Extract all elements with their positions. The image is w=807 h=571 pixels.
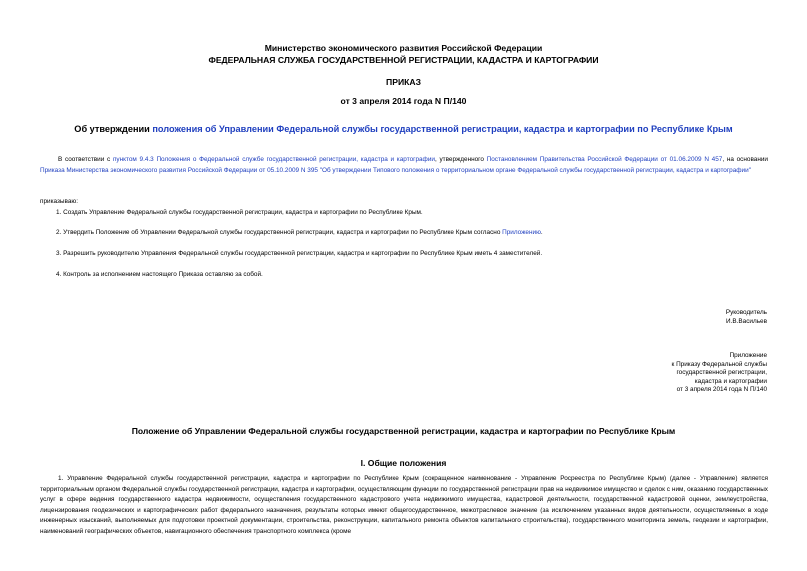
order-item-2 — [56, 229, 543, 237]
appendix-line-1: Приложение — [729, 352, 767, 359]
order-item-3: 3. Разрешить руководителю Управления Федеральной службы государственной регистрации, кадастра и картографии по Республике Крым иметь 4 заместителей. — [56, 250, 543, 257]
signature-name: И.В.Васильев — [726, 317, 767, 325]
title-regulation-link[interactable]: положения об Управлении Федеральной службы государственной регистрации, кадастра и картографии по Республике Крым — [152, 124, 733, 134]
section-heading: I. Общие положения — [360, 458, 447, 468]
preamble-text-2: , утвержденного — [434, 156, 487, 163]
appendix-line-4: кадастра и картографии — [694, 377, 767, 385]
ministry-name: Министерство экономического развития Российской Федерации — [264, 43, 543, 53]
title-prefix: Об утверждении — [74, 124, 153, 134]
appendix-link[interactable]: Приложению — [502, 229, 541, 236]
appendix-block — [672, 352, 767, 395]
appendix-line-5: от 3 апреля 2014 года N П/140 — [676, 386, 767, 394]
order-item-4: 4. Контроль за исполнением настоящего Приказа оставляю за собой. — [56, 271, 263, 278]
preamble-link-resolution[interactable]: Постановлением Правительства Российской Федерации от 01.06.2009 N 457 — [486, 156, 723, 163]
signature-position: Руководитель — [725, 309, 767, 316]
document-title — [0, 124, 807, 134]
preamble-link-clause[interactable]: пунктом 9.4.3 Положения о Федеральной службе государственной регистрации, кадастра и картографии — [112, 156, 435, 163]
document-type: ПРИКАЗ — [386, 77, 421, 87]
regulation-title: Положение об Управлении Федеральной службы государственной регистрации, кадастра и картографии по Республике Крым — [131, 426, 676, 436]
order-item-2-end: . — [540, 229, 543, 236]
preamble-text-1: В соответствии с — [58, 156, 113, 163]
regulation-paragraph-1: 1. Управление Федеральной службы государственной регистрации, кадастра и картографии по Республике Крым (сокращенное наименование - Управление Росреестра по Республике Крым) (далее - Управление) является территориальным органом Федеральной службы государственной регистрации, кадастра и картографии, осуществляющим функции по государственной регистрации прав на недвижимое имущество и сделок с ним, оказанию государственных услуг в сфере ведения государственного кадастра недвижимости, осуществления государственного кадастрового учета недвижимого имущества, кадастровой деятельности, государственной кадастровой оценки, землеустройства, лицензирования геодезических и картографических работ федерального назначения, результаты которых имеют общегосударственное, межотраслевое значение (за исключением указанных видов деятельности, осуществляемых в ходе инженерных изысканий, выполняемых для подготовки проектной документации, строительства, реконструкции, капитального ремонта объектов капитального строительства), государственного мониторинга земель, геодезии и картографии, наименований географических объектов, навигационного обеспечения транспортного комплекса (кроме — [40, 475, 768, 535]
signature-block — [726, 309, 767, 326]
order-item-2-text: 2. Утвердить Положение об Управлении Федеральной службы государственной регистрации, кадастра и картографии по Республике Крым согласно — [56, 229, 503, 236]
document-date-number: от 3 апреля 2014 года N П/140 — [340, 96, 467, 106]
service-name: ФЕДЕРАЛЬНАЯ СЛУЖБА ГОСУДАРСТВЕННОЙ РЕГИСТРАЦИИ, КАДАСТРА И КАРТОГРАФИИ — [208, 55, 599, 65]
preamble-text-3: , на основании — [722, 156, 768, 163]
preamble-link-order[interactable]: Приказа Министерства экономического развития Российской Федерации от 05.10.2009 N 395 "Об утверждении Типового положения о территориальном органе Федеральной службы государственной регистрации, кадастра и картографии" — [40, 166, 751, 174]
appendix-line-2: к Приказу Федеральной службы — [671, 360, 767, 368]
order-item-1: 1. Создать Управление Федеральной службы государственной регистрации, кадастра и картографии по Республике Крым. — [56, 209, 423, 216]
appendix-line-3: государственной регистрации, — [676, 369, 767, 377]
preamble-paragraph — [40, 155, 768, 176]
order-keyword: приказываю: — [40, 198, 78, 205]
